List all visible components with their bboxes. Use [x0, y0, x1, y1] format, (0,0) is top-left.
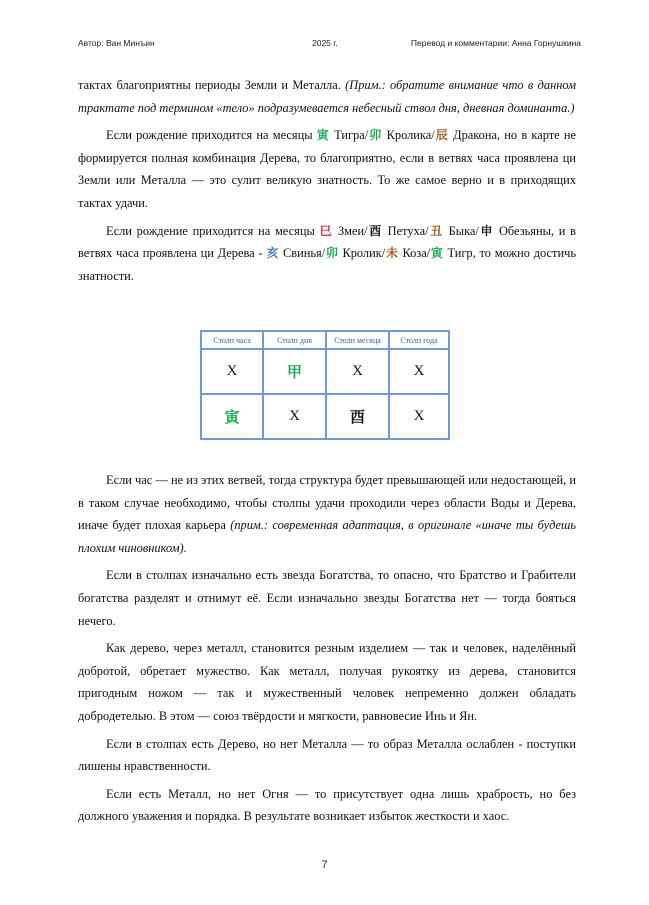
- paragraph-5: Если в столпах изначально есть звезда Богатства, то опасно, что Братство и Грабители богатства разделят и отнимут её. Если изначально звезды Богатства нет — тогда бояться нечего.: [78, 568, 576, 628]
- text-run: Если рождение приходится на месяцы: [106, 223, 320, 238]
- text-run: Тигр, то можно достичь знатности.: [78, 246, 576, 283]
- text-run: Кролик/: [338, 246, 386, 261]
- branch-glyph: 酉: [367, 223, 383, 238]
- paragraph-6: Как дерево, через металл, становится резным изделием — так и человек, наделённый добротой, обретает мужество. Как металл, получая рукоятку из дерева, становится пригодным ножом — так и мужественный человек непременно должен обладать добродетелью. В этом — союз твёрдости и мягкости, равновесие Инь и Ян.: [78, 641, 576, 723]
- text-run: Быка/: [443, 223, 479, 238]
- branch-glyph: 申: [478, 223, 495, 238]
- header-translator: Перевод и комментарии: Анна Горнушкина: [410, 38, 581, 48]
- pillars-table-wrapper: [200, 330, 450, 440]
- branch-glyph-yin: 寅: [201, 394, 263, 439]
- text-run: Кролика/: [382, 128, 435, 143]
- col-header-hour: Столп часа: [201, 331, 263, 349]
- text-run: Обезьяны, и в ветвях часа проявлена ци Дерева -: [78, 223, 576, 261]
- table-cell: X: [389, 394, 449, 439]
- branch-glyph: 卯: [368, 128, 383, 143]
- branch-glyph: 寅: [430, 246, 444, 261]
- paragraph-1: [78, 74, 576, 119]
- document-body: [78, 74, 576, 287]
- table-header-row: [201, 331, 449, 349]
- paragraph-3: [78, 220, 576, 288]
- text-run: Если рождение приходится на месяцы: [106, 128, 317, 143]
- branch-glyph: 巳: [319, 223, 334, 238]
- paragraph-7: Если в столпах есть Дерево, но нет Металла — то образ Металла ослаблен - поступки лишены нравственности.: [78, 736, 576, 774]
- branch-glyph: 未: [385, 246, 399, 261]
- table-cell: X: [263, 394, 326, 439]
- translator-note: (Прим.: обратите внимание что в данном трактате под термином «тело» подразумевается небесный ствол дня, дневная доминанта.): [78, 78, 576, 115]
- header-author: Автор: Ван Минъин: [78, 38, 155, 48]
- branch-glyph: 辰: [434, 128, 449, 143]
- table-cell: X: [201, 349, 263, 394]
- paragraph-2: [78, 124, 576, 214]
- document-body-continued: [78, 469, 576, 828]
- paragraph-4: [78, 469, 576, 559]
- paragraph-8: Если есть Металл, но нет Огня — то присутствует одна лишь храбрость, но без должного уважения и порядка. В результате возникает избыток жесткости и хаос.: [78, 786, 576, 824]
- page-header: [78, 38, 581, 52]
- col-header-month: Столп месяца: [326, 331, 389, 349]
- table-cell: X: [389, 349, 449, 394]
- four-pillars-table: [200, 330, 450, 440]
- text-run: Петуха/: [382, 223, 429, 238]
- text-run: Дракона, но в карте не формируется полная комбинация Дерева, то благоприятно, если в ветвях часа проявлена ци Земли или Металла — это сулит великую знатность. То же самое верно и в приходящих тактах удачи.: [78, 128, 576, 210]
- branch-glyph: 卯: [325, 246, 339, 261]
- header-year: 2025 г.: [312, 38, 338, 48]
- text-run: Тигра/: [329, 128, 369, 143]
- table-row-branches: [201, 394, 449, 439]
- paragraph-text: тактах благоприятны периоды Земли и Металла.: [78, 78, 346, 92]
- text-run: Свинья/: [279, 246, 326, 261]
- branch-glyph: 丑: [428, 223, 444, 238]
- branch-glyph: 寅: [316, 128, 330, 143]
- branch-glyph-you: 酉: [326, 394, 389, 439]
- page-number: 7: [321, 859, 328, 871]
- text-run: Змеи/: [333, 223, 368, 238]
- paragraph-text: Если час — не из этих ветвей, тогда структура будет превышающей или недостающей, и в таком случае необходимо, чтобы столпы удачи проходили через области Воды и Дерева, иначе будет плохая карьера: [78, 473, 576, 533]
- translator-note: (прим.: современная адаптация, в оригинале «иначе ты будешь плохим чиновником).: [78, 518, 577, 555]
- col-header-year: Столп года: [389, 331, 449, 349]
- stem-glyph-jia: 甲: [263, 349, 326, 394]
- table-row-stems: [201, 349, 449, 394]
- text-run: Коза/: [398, 246, 431, 261]
- branch-glyph: 亥: [266, 246, 280, 261]
- col-header-day: Столп дня: [263, 331, 326, 349]
- table-cell: X: [326, 349, 389, 394]
